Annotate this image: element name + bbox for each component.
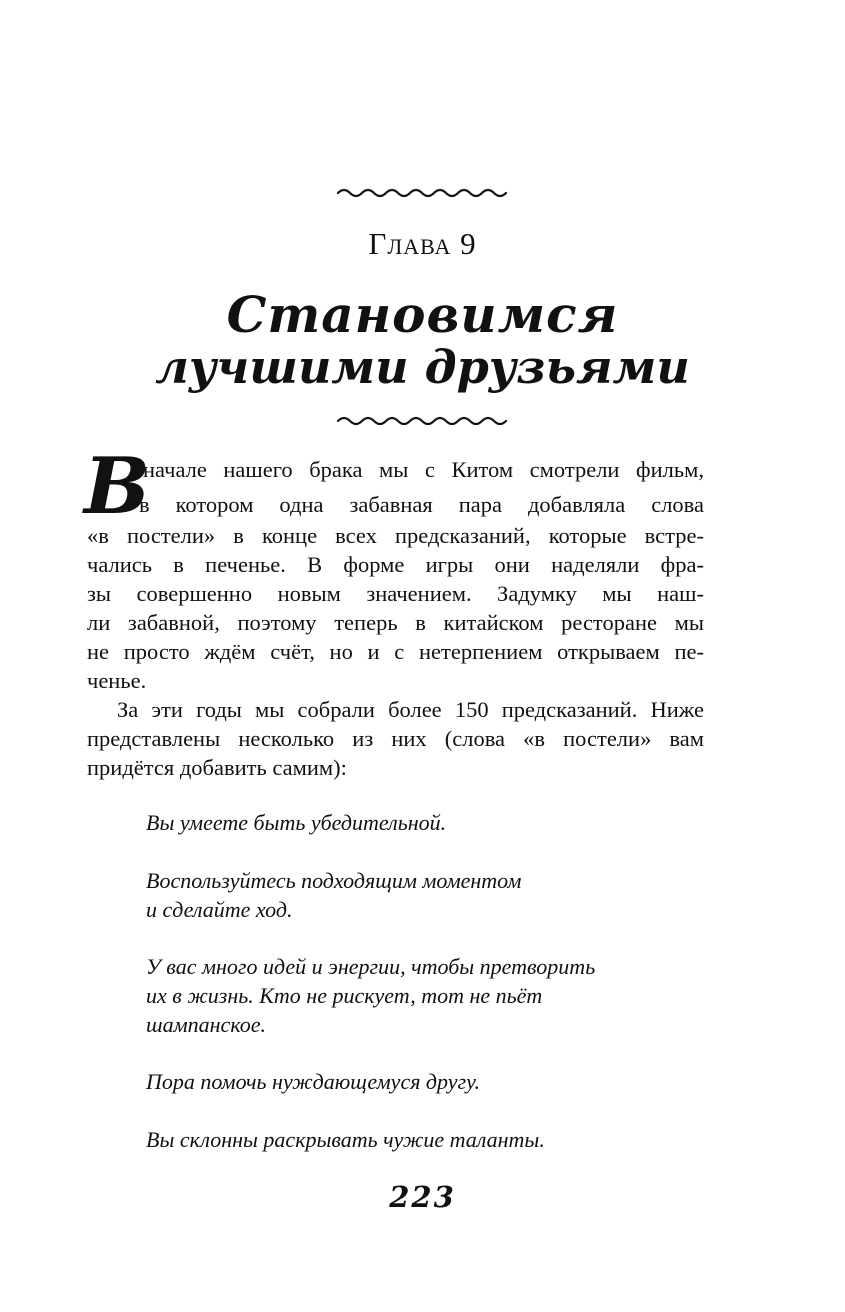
fortune-quote: Пора помочь нуждающемуся другу. xyxy=(146,1069,480,1094)
fortune-quote: У вас много идей и энергии, чтобы претворить xyxy=(146,954,596,979)
paragraph-1-line: ли забавной, поэтому теперь в китайском ресторане мы xyxy=(87,610,704,635)
paragraph-2-line: За эти годы мы собрали более 150 предсказаний. Ниже xyxy=(117,697,704,722)
wave-ornament-icon xyxy=(336,412,508,428)
chapter-title-line-1: Становимся xyxy=(226,285,619,344)
paragraph-1-line: зы совершенно новым значением. Задумку мы наш- xyxy=(87,581,704,606)
paragraph-2-line: придётся добавить самим): xyxy=(87,755,347,780)
fortune-quote: Воспользуйтесь подходящим моментом xyxy=(146,868,522,893)
fortune-quote: их в жизнь. Кто не рискует, тот не пьёт xyxy=(146,983,543,1008)
chapter-label: Глава 9 xyxy=(368,226,477,261)
page-number: 223 xyxy=(389,1180,456,1214)
bottom-wave-ornament xyxy=(336,412,508,428)
paragraph-1-line: «в постели» в конце всех предсказаний, которые встре- xyxy=(87,523,704,548)
paragraph-1-line: чались в печенье. В форме игры они наделяли фра- xyxy=(87,552,704,577)
drop-cap-letter: В xyxy=(84,441,150,532)
paragraph-1-line: ченье. xyxy=(87,668,147,693)
paragraph-1-line: в котором одна забавная пара добавляла слова xyxy=(139,492,704,517)
top-wave-ornament xyxy=(336,184,508,200)
fortune-quote: и сделайте ход. xyxy=(146,897,293,922)
fortune-quote: шампанское. xyxy=(146,1012,267,1037)
fortune-quote: Вы умеете быть убедительной. xyxy=(146,810,447,835)
paragraph-2-line: представлены несколько из них (слова «в постели» вам xyxy=(87,726,704,751)
paragraph-1-line: не просто ждём счёт, но и с нетерпением открываем пе- xyxy=(87,639,704,664)
wave-ornament-icon xyxy=(336,184,508,200)
drop-cap xyxy=(84,441,150,532)
fortune-quote: Вы склонны раскрывать чужие таланты. xyxy=(146,1127,545,1152)
chapter-title-line-2: лучшими друзьями xyxy=(155,340,690,394)
paragraph-1-line: начале нашего брака мы с Китом смотрели фильм, xyxy=(143,457,704,482)
